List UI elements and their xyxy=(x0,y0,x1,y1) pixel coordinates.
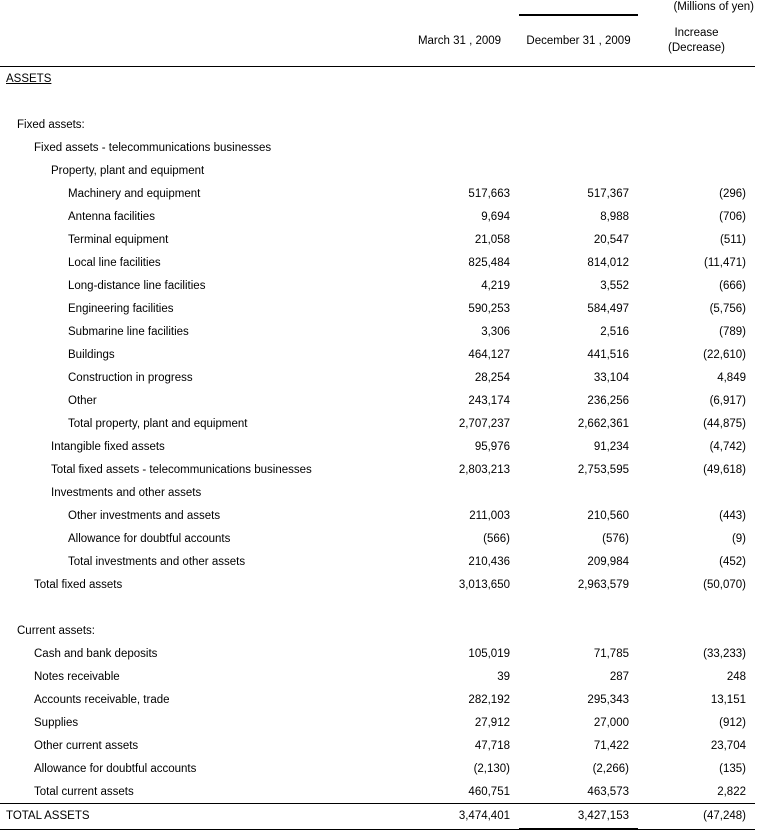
row-value-december xyxy=(519,67,638,91)
row-value-december: 3,552 xyxy=(600,279,629,292)
row-value-change: (5,756) xyxy=(709,302,746,315)
row-value-december: 517,367 xyxy=(587,187,629,200)
row-value-december: 8,988 xyxy=(600,210,629,223)
table-row xyxy=(0,596,755,619)
row-value-change xyxy=(638,159,755,182)
row-value-change: (6,917) xyxy=(709,394,746,407)
row-value-change: (511) xyxy=(720,233,746,246)
row-label: Property, plant and equipment xyxy=(51,164,205,177)
row-value-change: (9) xyxy=(731,532,746,545)
row-value-december xyxy=(519,481,638,504)
row-value-change: (443) xyxy=(719,509,746,522)
row-value-december: 2,753,595 xyxy=(577,463,629,476)
row-value-december xyxy=(519,159,638,182)
table-row xyxy=(0,67,755,91)
table-row xyxy=(0,389,755,412)
row-label: Total property, plant and equipment xyxy=(68,417,248,430)
row-value-december xyxy=(519,596,638,619)
table-row xyxy=(0,136,755,159)
row-value-december: (2,266) xyxy=(592,762,629,775)
row-value-december: 210,560 xyxy=(587,509,629,522)
row-label: Local line facilities xyxy=(68,256,161,269)
row-value-december: 236,256 xyxy=(587,394,629,407)
row-value-march: 9,694 xyxy=(481,210,510,223)
table-row xyxy=(0,550,755,573)
table-row xyxy=(0,320,755,343)
table-header-row xyxy=(0,15,755,67)
row-value-change xyxy=(638,619,755,642)
header-increase-line1: Increase xyxy=(674,26,719,39)
row-value-december: 287 xyxy=(609,670,629,683)
row-value-december: 2,963,579 xyxy=(577,578,629,591)
row-value-december: 584,497 xyxy=(587,302,629,315)
row-value-march: 2,803,213 xyxy=(458,463,510,476)
row-label: Fixed assets - telecommunications businesses xyxy=(34,141,272,154)
row-value-march: 2,707,237 xyxy=(458,417,510,430)
row-label: Accounts receivable, trade xyxy=(34,693,170,706)
row-value-march: 590,253 xyxy=(468,302,510,315)
row-label: Intangible fixed assets xyxy=(51,440,165,453)
row-label: Cash and bank deposits xyxy=(34,647,158,660)
table-row xyxy=(0,90,755,113)
table-row xyxy=(0,435,755,458)
row-value-change: (50,070) xyxy=(703,578,746,591)
row-value-december: 814,012 xyxy=(587,256,629,269)
row-label: Current assets: xyxy=(17,624,95,637)
row-value-change xyxy=(638,90,755,113)
row-value-change: (49,618) xyxy=(703,463,746,476)
row-value-december: 2,516 xyxy=(600,325,629,338)
row-value-march: (2,130) xyxy=(473,762,510,775)
row-value-march xyxy=(400,619,519,642)
row-value-march: 282,192 xyxy=(468,693,510,706)
table-row xyxy=(0,251,755,274)
table-row xyxy=(0,780,755,804)
row-value-december xyxy=(519,90,638,113)
row-value-change xyxy=(638,113,755,136)
row-label: Construction in progress xyxy=(68,371,193,384)
row-value-december: 20,547 xyxy=(593,233,629,246)
row-value-december: (576) xyxy=(602,532,629,545)
table-row xyxy=(0,366,755,389)
row-value-change xyxy=(638,596,755,619)
row-value-march xyxy=(400,113,519,136)
row-value-march: 211,003 xyxy=(469,509,510,522)
row-value-march: 460,751 xyxy=(468,785,510,798)
row-value-december: 2,662,361 xyxy=(577,417,629,430)
row-value-december xyxy=(519,136,638,159)
table-row xyxy=(0,527,755,550)
row-label: Submarine line facilities xyxy=(68,325,189,338)
row-value-change: (789) xyxy=(719,325,746,338)
table-row xyxy=(0,412,755,435)
row-value-march: (566) xyxy=(483,532,510,545)
row-value-change: (706) xyxy=(719,210,746,223)
row-value-change: 13,151 xyxy=(710,693,746,706)
row-label: Engineering facilities xyxy=(68,302,174,315)
units-note: (Millions of yen) xyxy=(673,1,754,13)
row-value-march: 27,912 xyxy=(474,716,510,729)
row-label: Long-distance line facilities xyxy=(68,279,206,292)
row-value-march: 243,174 xyxy=(468,394,510,407)
header-col-december-2009: December 31 , 2009 xyxy=(519,15,638,67)
row-value-march xyxy=(400,136,519,159)
table-total xyxy=(0,804,755,830)
row-value-march: 47,718 xyxy=(474,739,510,752)
row-value-december: 463,573 xyxy=(587,785,629,798)
total-assets-label: TOTAL ASSETS xyxy=(0,804,400,830)
table-row xyxy=(0,734,755,757)
row-value-december: 71,785 xyxy=(593,647,629,660)
row-label: Allowance for doubtful accounts xyxy=(68,532,231,545)
row-value-change: 4,849 xyxy=(717,371,746,384)
table-row xyxy=(0,205,755,228)
row-value-change xyxy=(638,67,755,91)
row-label: Supplies xyxy=(34,716,79,729)
table-row xyxy=(0,688,755,711)
row-value-march: 21,058 xyxy=(474,233,510,246)
row-value-march xyxy=(400,90,519,113)
row-value-change: (912) xyxy=(719,716,746,729)
table-row xyxy=(0,228,755,251)
row-value-change: 2,822 xyxy=(717,785,746,798)
table-row xyxy=(0,343,755,366)
table-row xyxy=(0,504,755,527)
table-row xyxy=(0,182,755,205)
row-label: Notes receivable xyxy=(34,670,120,683)
row-value-change: 248 xyxy=(726,670,746,683)
row-value-december: 295,343 xyxy=(587,693,629,706)
header-col-march-2009: March 31 , 2009 xyxy=(400,15,519,67)
row-value-change: (11,471) xyxy=(704,256,746,269)
row-label xyxy=(0,67,400,91)
row-value-march: 39 xyxy=(497,670,510,683)
table-row xyxy=(0,665,755,688)
row-value-march: 4,219 xyxy=(481,279,510,292)
row-value-march: 28,254 xyxy=(474,371,510,384)
balance-sheet-table xyxy=(0,14,755,830)
table-row xyxy=(0,642,755,665)
row-value-change: (33,233) xyxy=(703,647,746,660)
row-value-december: 209,984 xyxy=(587,555,629,568)
total-assets-row xyxy=(0,804,755,830)
row-value-change xyxy=(638,136,755,159)
row-value-march: 517,663 xyxy=(468,187,510,200)
row-label: Investments and other assets xyxy=(51,486,202,499)
row-value-march: 825,484 xyxy=(468,256,510,269)
table-row xyxy=(0,711,755,734)
table-row xyxy=(0,159,755,182)
row-label: Terminal equipment xyxy=(68,233,169,246)
row-value-december: 91,234 xyxy=(593,440,629,453)
row-label: Machinery and equipment xyxy=(68,187,201,200)
row-value-march xyxy=(400,596,519,619)
row-value-december: 33,104 xyxy=(593,371,629,384)
section-title: ASSETS xyxy=(6,72,52,85)
row-label: Other xyxy=(68,394,97,407)
row-value-december: 71,422 xyxy=(593,739,629,752)
total-assets-change-value: (47,248) xyxy=(638,804,755,830)
row-value-change: (296) xyxy=(719,187,746,200)
row-value-change: (666) xyxy=(719,279,746,292)
row-label: Other investments and assets xyxy=(68,509,221,522)
row-value-march xyxy=(400,67,519,91)
row-value-december: 441,516 xyxy=(587,348,629,361)
row-value-december: 27,000 xyxy=(593,716,629,729)
table-row xyxy=(0,573,755,596)
table-row xyxy=(0,297,755,320)
row-value-march xyxy=(400,481,519,504)
table-body xyxy=(0,15,755,67)
row-label: Total fixed assets - telecommunications businesses xyxy=(51,463,312,476)
row-value-change: (452) xyxy=(719,555,746,568)
header-label-cell xyxy=(0,15,400,67)
row-label: Fixed assets: xyxy=(17,118,85,131)
table-row xyxy=(0,481,755,504)
total-assets-december-value: 3,427,153 xyxy=(519,804,638,830)
row-value-change: (44,875) xyxy=(703,417,746,430)
table-row xyxy=(0,113,755,136)
table-row xyxy=(0,274,755,297)
row-label: Total investments and other assets xyxy=(68,555,246,568)
row-label: Allowance for doubtful accounts xyxy=(34,762,197,775)
total-assets-march-value: 3,474,401 xyxy=(400,804,519,830)
row-label: Other current assets xyxy=(34,739,139,752)
row-value-march xyxy=(400,159,519,182)
row-value-march: 464,127 xyxy=(468,348,510,361)
row-label: Total current assets xyxy=(34,785,134,798)
row-value-change: 23,704 xyxy=(710,739,746,752)
row-value-change: (135) xyxy=(719,762,746,775)
row-value-december xyxy=(519,113,638,136)
row-label: Total fixed assets xyxy=(34,578,123,591)
row-label: Antenna facilities xyxy=(68,210,155,223)
row-label xyxy=(0,596,400,619)
table-row xyxy=(0,757,755,780)
header-col-increase-decrease xyxy=(638,15,755,67)
row-value-march: 3,306 xyxy=(481,325,510,338)
row-value-march: 3,013,650 xyxy=(458,578,510,591)
row-value-march: 210,436 xyxy=(468,555,510,568)
row-value-change: (4,742) xyxy=(709,440,746,453)
table-rows xyxy=(0,67,755,804)
header-increase-line2: (Decrease) xyxy=(668,41,725,54)
row-value-march: 105,019 xyxy=(468,647,510,660)
table-row xyxy=(0,458,755,481)
row-value-change xyxy=(638,481,755,504)
row-label: Buildings xyxy=(68,348,115,361)
row-value-december xyxy=(519,619,638,642)
row-value-change: (22,610) xyxy=(703,348,746,361)
row-label xyxy=(0,90,400,113)
row-value-march: 95,976 xyxy=(474,440,510,453)
table-row xyxy=(0,619,755,642)
